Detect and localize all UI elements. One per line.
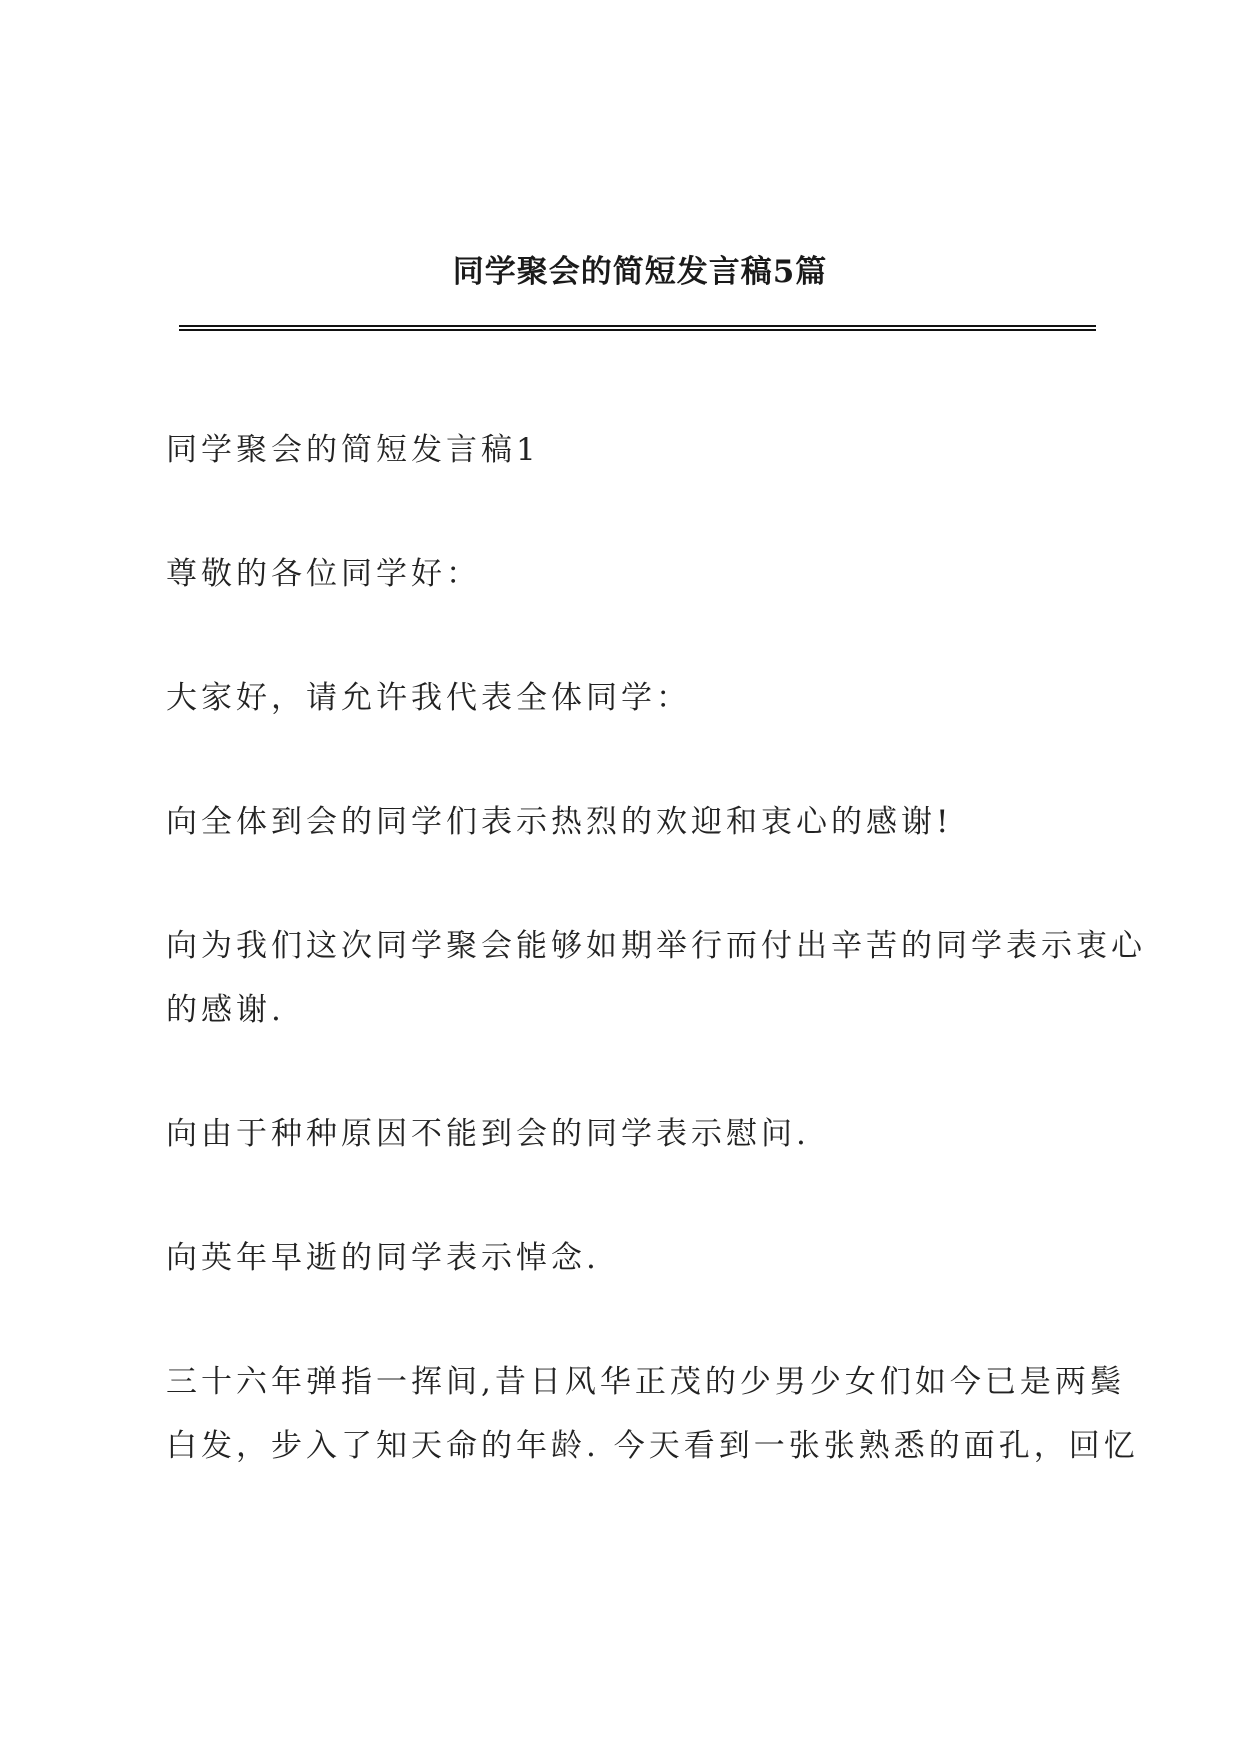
body-paragraph <box>166 914 1146 1042</box>
body-paragraph <box>166 1102 1096 1166</box>
paragraph-line: 向全体到会的同学们表示热烈的欢迎和衷心的感谢! <box>166 804 953 840</box>
body-paragraph <box>166 1226 1096 1290</box>
paragraph-line: 同学聚会的简短发言稿1 <box>166 432 540 468</box>
paragraph-line: 白发，步入了知天命的年龄. 今天看到一张张熟悉的面孔，回忆 <box>166 1428 1139 1464</box>
body-paragraph <box>166 666 1096 730</box>
body-paragraph <box>166 1350 1139 1478</box>
paragraph-line: 三十六年弹指一挥间,昔日风华正茂的少男少女们如今已是两鬓 <box>166 1364 1125 1400</box>
paragraph-line: 尊敬的各位同学好： <box>166 556 481 592</box>
paragraph-line: 大家好，请允许我代表全体同学： <box>166 680 691 716</box>
body-paragraph <box>166 790 1096 854</box>
title-double-rule <box>179 325 1096 331</box>
section-heading <box>166 418 1096 482</box>
paragraph-line: 向英年早逝的同学表示悼念. <box>166 1240 600 1276</box>
paragraph-line: 向为我们这次同学聚会能够如期举行而付出辛苦的同学表示衷心 <box>166 928 1146 964</box>
salutation-paragraph <box>166 542 1096 606</box>
paragraph-line: 向由于种种原因不能到会的同学表示慰问. <box>166 1116 810 1152</box>
document-title: 同学聚会的简短发言稿5篇 <box>452 254 828 290</box>
paragraph-line: 的感谢. <box>166 992 285 1028</box>
document-body <box>166 418 1146 1538</box>
